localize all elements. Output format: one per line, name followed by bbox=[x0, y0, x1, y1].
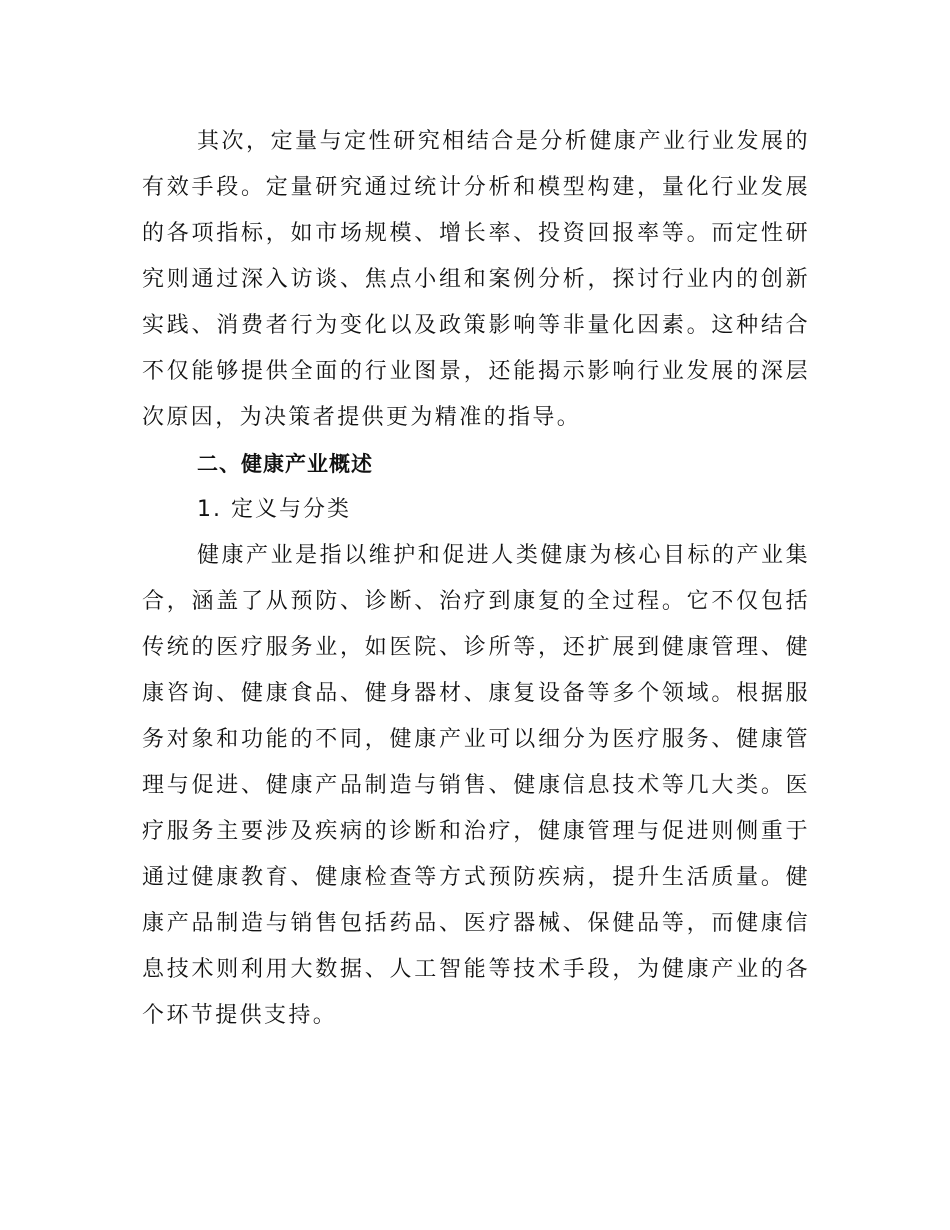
document-body bbox=[142, 119, 810, 1039]
paragraph-definition-classification: 健康产业是指以维护和促进人类健康为核心目标的产业集合，涵盖了从预防、诊断、治疗到康复的全过程。它不仅包括传统的医疗服务业，如医院、诊所等，还扩展到健康管理、健康咨询、健康食品、健身器材、康复设备等多个领域。根据服务对象和功能的不同，健康产业可以细分为医疗服务、健康管理与促进、健康产品制造与销售、健康信息技术等几大类。医疗服务主要涉及疾病的诊断和治疗，健康管理与促进则侧重于通过健康教育、健康检查等方式预防疾病，提升生活质量。健康产品制造与销售包括药品、医疗器械、保健品等，而健康信息技术则利用大数据、人工智能等技术手段，为健康产业的各个环节提供支持。 bbox=[142, 543, 810, 1028]
section-heading: 二、健康产业概述 bbox=[197, 452, 373, 476]
subsection-heading: 1. 定义与分类 bbox=[197, 497, 351, 522]
paragraph-research-methods: 其次，定量与定性研究相结合是分析健康产业行业发展的有效手段。定量研究通过统计分析和模型构建，量化行业发展的各项指标，如市场规模、增长率、投资回报率等。而定性研究则通过深入访谈、焦点小组和案例分析，探讨行业内的创新实践、消费者行为变化以及政策影响等非量化因素。这种结合不仅能够提供全面的行业图景，还能揭示影响行业发展的深层次原因，为决策者提供更为精准的指导。 bbox=[142, 129, 810, 430]
